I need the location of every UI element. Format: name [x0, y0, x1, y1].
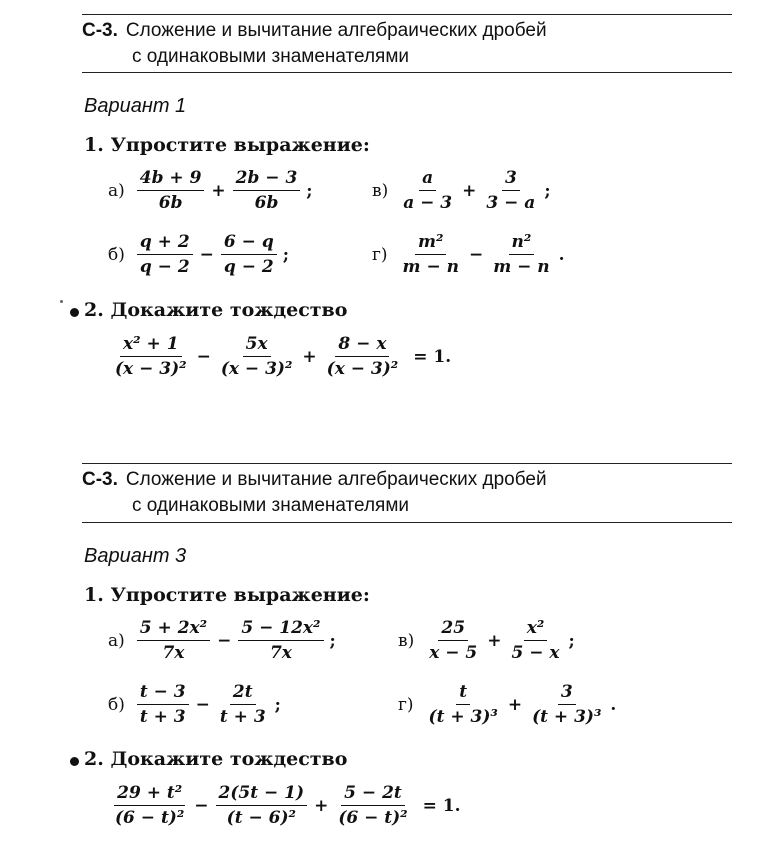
numerator: t: [456, 682, 470, 705]
numerator: 6 − q: [221, 232, 277, 255]
operator: +: [507, 694, 523, 715]
exercise-b: [108, 232, 289, 277]
exercise-a: [108, 618, 336, 663]
denominator: 6b: [254, 193, 279, 213]
denominator: t + 3: [219, 707, 266, 727]
numerator: q + 2: [137, 232, 193, 255]
denominator: (t + 3)³: [428, 707, 498, 727]
numerator: a: [419, 168, 436, 191]
denominator: q − 2: [139, 257, 190, 277]
operator: +: [314, 795, 329, 816]
identity-expression: [108, 783, 461, 828]
terminator: ;: [282, 244, 289, 265]
denominator: x − 5: [429, 643, 478, 663]
denominator: a − 3: [403, 193, 453, 213]
fraction: [529, 682, 604, 727]
denominator: 5 − x: [511, 643, 560, 663]
denominator: q − 2: [223, 257, 274, 277]
exercise-b: [108, 682, 281, 727]
fraction: [324, 334, 402, 379]
bullet-marker: [70, 308, 79, 317]
numerator: 2(5t − 1): [216, 783, 308, 806]
header-bottom-rule: [82, 522, 732, 523]
section-title-line1: Сложение и вычитание алгебраических дробей: [125, 20, 547, 41]
scan-speck: [60, 300, 63, 303]
numerator: 2t: [230, 682, 256, 705]
numerator: 3: [502, 168, 520, 191]
operator: −: [199, 244, 214, 265]
task-text: Докажите тождество: [110, 299, 348, 321]
exercise-v: [398, 618, 575, 663]
numerator: n²: [509, 232, 535, 255]
terminator: ;: [544, 180, 551, 201]
exercise-label: в): [398, 630, 415, 651]
fraction: [112, 783, 187, 828]
operator: +: [487, 630, 502, 651]
identity-rhs: = 1.: [413, 346, 452, 367]
terminator: ;: [568, 630, 575, 651]
numerator: t − 3: [137, 682, 189, 705]
denominator: (x − 3)²: [220, 359, 293, 379]
denominator: 3 − a: [486, 193, 536, 213]
denominator: 7x: [269, 643, 292, 663]
terminator: .: [610, 694, 617, 715]
denominator: (x − 3)²: [115, 359, 187, 379]
fraction: [509, 618, 563, 663]
task-number: 1.: [84, 134, 104, 156]
exercise-label: а): [108, 630, 125, 651]
bullet-marker: [70, 757, 79, 766]
variant-title: Вариант 1: [84, 95, 187, 117]
numerator: 5 − 12x²: [238, 618, 323, 641]
denominator: (t − 6)²: [226, 808, 296, 828]
denominator: t + 3: [139, 707, 186, 727]
numerator: 3: [558, 682, 576, 705]
identity-rhs: = 1.: [422, 795, 461, 816]
task-text: Докажите тождество: [110, 748, 348, 770]
task-number: 2.: [84, 299, 104, 321]
exercise-label: г): [398, 694, 414, 715]
numerator: x² + 1: [120, 334, 182, 357]
variant-title: Вариант 3: [84, 545, 187, 567]
operator: +: [211, 180, 226, 201]
section-code: С-3.: [82, 20, 118, 41]
denominator: (6 − t)²: [338, 808, 408, 828]
fraction: [233, 168, 301, 213]
section-title-line2: с одинаковыми знаменателями: [132, 495, 410, 516]
task-number: 2.: [84, 748, 104, 770]
terminator: ;: [274, 694, 281, 715]
fraction: [426, 618, 480, 663]
task-text: Упростите выражение:: [110, 584, 370, 606]
denominator: 7x: [162, 643, 185, 663]
task-2-heading: [84, 748, 347, 770]
exercise-label: б): [108, 694, 125, 715]
numerator: 5 − 2t: [341, 783, 405, 806]
terminator: .: [558, 244, 565, 265]
exercise-g: [398, 682, 616, 727]
denominator: (x − 3)²: [326, 359, 399, 379]
section-title-line1: Сложение и вычитание алгебраических дробей: [125, 469, 547, 490]
fraction: [426, 682, 501, 727]
section-code: С-3.: [82, 469, 118, 490]
task-1-heading: [84, 584, 370, 606]
fraction: [221, 232, 277, 277]
fraction: [335, 783, 410, 828]
fraction: [218, 334, 296, 379]
fraction: [112, 334, 190, 379]
terminator: ;: [329, 630, 336, 651]
fraction: [400, 168, 455, 213]
exercise-label: б): [108, 244, 125, 265]
denominator: (6 − t)²: [115, 808, 185, 828]
identity-expression: [108, 334, 451, 379]
exercise-label: в): [372, 180, 389, 201]
operator: −: [194, 795, 209, 816]
numerator: 25: [438, 618, 468, 641]
numerator: 5 + 2x²: [137, 618, 210, 641]
exercise-label: г): [372, 244, 388, 265]
fraction: [238, 618, 323, 663]
denominator: m − n: [493, 257, 550, 277]
numerator: 8 − x: [335, 334, 389, 357]
top-rule: [82, 463, 732, 464]
numerator: x²: [524, 618, 548, 641]
top-rule: [82, 14, 732, 15]
task-text: Упростите выражение:: [110, 134, 370, 156]
fraction: [216, 783, 308, 828]
exercise-g: [372, 232, 565, 277]
fraction: [217, 682, 269, 727]
denominator: 6b: [158, 193, 183, 213]
fraction: [137, 682, 189, 727]
task-2-heading: [84, 299, 347, 321]
section-header: [82, 18, 547, 43]
numerator: 5x: [243, 334, 271, 357]
task-1-heading: [84, 134, 370, 156]
operator: −: [468, 244, 484, 265]
task-number: 1.: [84, 584, 104, 606]
denominator: m − n: [402, 257, 459, 277]
fraction: [490, 232, 552, 277]
fraction: [400, 232, 462, 277]
numerator: 4b + 9: [137, 168, 205, 191]
numerator: 29 + t²: [114, 783, 185, 806]
operator: +: [462, 180, 477, 201]
denominator: (t + 3)³: [532, 707, 602, 727]
fraction: [137, 232, 193, 277]
fraction: [483, 168, 538, 213]
header-bottom-rule: [82, 72, 732, 73]
exercise-v: [372, 168, 551, 213]
operator: −: [217, 630, 232, 651]
section-header: [82, 467, 547, 492]
fraction: [137, 168, 205, 213]
numerator: 2b − 3: [233, 168, 301, 191]
numerator: m²: [415, 232, 446, 255]
section-title-line2: с одинаковыми знаменателями: [132, 46, 410, 67]
fraction: [137, 618, 210, 663]
operator: −: [195, 694, 210, 715]
operator: +: [302, 346, 317, 367]
operator: −: [196, 346, 211, 367]
exercise-a: [108, 168, 313, 213]
terminator: ;: [306, 180, 313, 201]
exercise-label: а): [108, 180, 125, 201]
